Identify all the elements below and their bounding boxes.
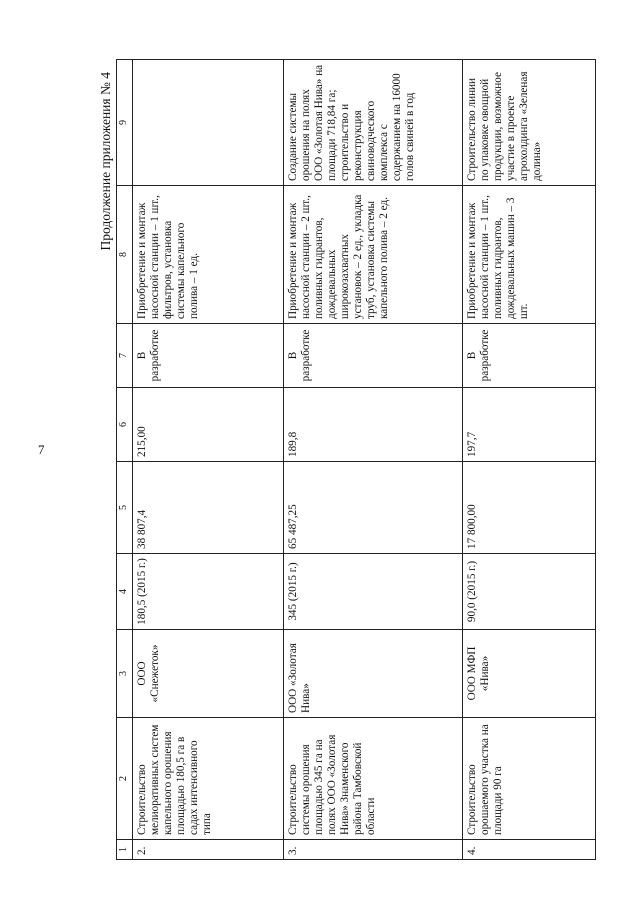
column-number: 4 [117,554,133,630]
object-name: Строительство системы орошения площадью 345 га на полях ООО «Золотая Нива» Знаменского района Тамбовской области [284,718,463,840]
cost-value: 38 807,4 [133,462,284,554]
appendix-table [116,59,596,860]
object-name: Строительство орошаемого участка на площади 90 га [463,718,596,840]
status-text: В разработке [133,324,284,388]
column-number: 9 [117,60,133,186]
cost-value: 17 800,00 [463,462,596,554]
row-number: 4. [463,840,596,860]
works-description: Приобретение и монтаж насосной станции – 1 шт., поливных гидрантов, дождевальных машин – 3 шт. [463,186,596,324]
table-row [133,60,284,860]
row-number: 2. [133,840,284,860]
column-number: 2 [117,718,133,840]
unit-cost-value: 189,8 [284,388,463,462]
works-description: Приобретение и монтаж насосной станции – 1 шт., фильтров, установка системы капельного полива – 1 ед. [133,186,284,324]
unit-cost-value: 215,00 [133,388,284,462]
column-number: 7 [117,324,133,388]
column-number-row [117,60,133,860]
appendix-title: Продолжение приложения № 4 [98,72,113,251]
row-number: 3. [284,840,463,860]
area-value: 345 (2015 г.) [284,554,463,630]
column-number: 5 [117,462,133,554]
page-number: 7 [38,442,45,457]
cost-value: 65 487,25 [284,462,463,554]
unit-cost-value: 197,7 [463,388,596,462]
result-description [133,60,284,186]
result-description: Строительство линии по упаковке овощной продукции, возможное участие в проекте агрохолдинга «Зеленая долина» [463,60,596,186]
object-name: Строительство мелиоративных систем капельного орошения площадью 180,5 га в садах интенсивного типа [133,718,284,840]
status-text: В разработке [284,324,463,388]
status-text: В разработке [463,324,596,388]
works-description: Приобретение и монтаж насосной станции – 2 шт., поливных гидрантов, дождевальных широкозахватных установок – 2 ед., укладка труб, установка системы капельного полива – 2 ед. [284,186,463,324]
rotated-page-content [98,60,622,860]
area-value: 90,0 (2015 г.) [463,554,596,630]
result-description: Создание системы орошения на полях ООО «Золотая Нива» на площади 718,84 га; строительство и реконструкция свиноводческого комплекса с содержанием на 16000 голов свиней в год [284,60,463,186]
area-value: 180,5 (2015 г.) [133,554,284,630]
table-row [284,60,463,860]
company-name: ООО «Золотая Нива» [284,630,463,718]
column-number: 6 [117,388,133,462]
column-number: 1 [117,840,133,860]
company-name: ООО МФП «Нива» [463,630,596,718]
column-number: 8 [117,186,133,324]
table-row [463,60,596,860]
company-name: ООО «Снежеток» [133,630,284,718]
column-number: 3 [117,630,133,718]
